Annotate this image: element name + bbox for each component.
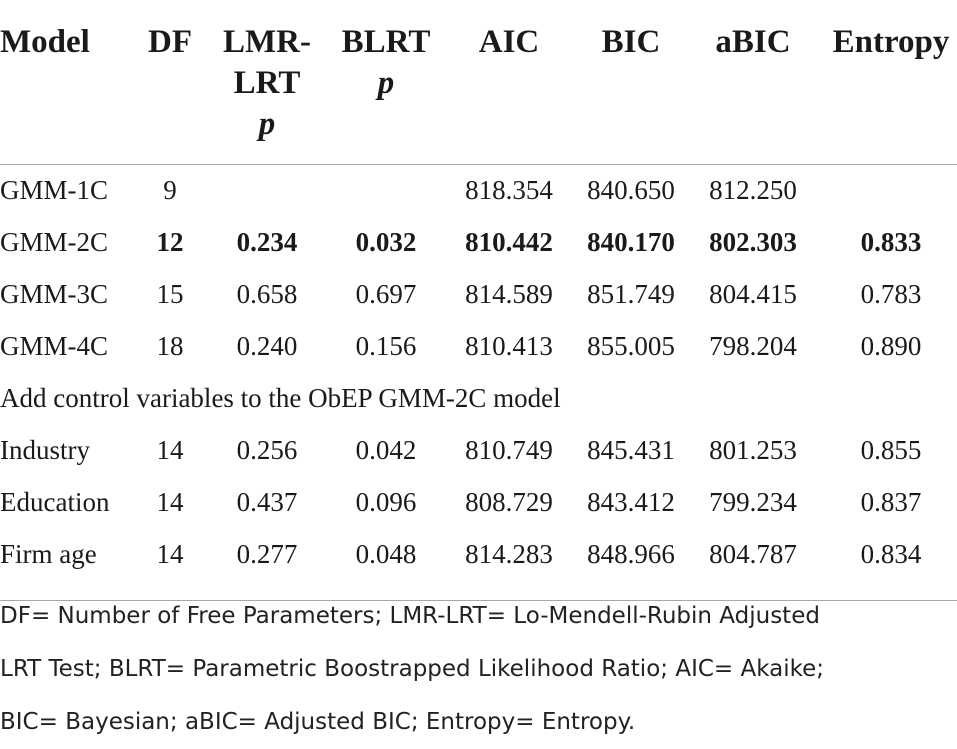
cell-abic: 804.787	[709, 539, 797, 569]
cell-entropy: 0.837	[860, 487, 922, 517]
cell-model: Education	[0, 487, 110, 517]
cell-lmr: 0.240	[236, 331, 298, 361]
cell-model: GMM-3C	[0, 279, 109, 309]
cell-lmr: 0.658	[236, 279, 298, 309]
header-abic: aBIC	[715, 24, 791, 60]
cell-bic: 843.412	[587, 487, 675, 517]
header-df: DF	[148, 24, 192, 60]
section-label: Add control variables to the ObEP GMM-2C model	[0, 383, 561, 413]
cell-bic: 851.749	[587, 279, 675, 309]
cell-lmr: 0.277	[236, 539, 298, 569]
table-row	[0, 528, 957, 580]
cell-aic: 810.442	[465, 227, 553, 257]
cell-blrt: 0.697	[355, 279, 417, 309]
cell-df: 9	[163, 175, 177, 205]
footnote-line: DF= Number of Free Parameters; LMR-LRT= Lo-Mendell-Rubin Adjusted	[0, 603, 820, 629]
cell-aic: 814.589	[465, 279, 553, 309]
cell-abic: 801.253	[709, 435, 797, 465]
cell-aic: 808.729	[465, 487, 553, 517]
cell-blrt: 0.042	[355, 435, 417, 465]
cell-blrt: 0.032	[355, 227, 417, 257]
table-row	[0, 268, 957, 320]
table-row	[0, 476, 957, 528]
cell-entropy: 0.783	[860, 279, 922, 309]
cell-aic: 810.413	[465, 331, 553, 361]
cell-df: 14	[156, 539, 184, 569]
header-aic: AIC	[478, 24, 540, 60]
header-entropy: Entropy	[832, 24, 950, 60]
cell-blrt: 0.156	[355, 331, 417, 361]
cell-abic: 802.303	[709, 227, 797, 257]
table-row	[0, 164, 957, 216]
cell-entropy: 0.834	[860, 539, 922, 569]
footnote-line: BIC= Bayesian; aBIC= Adjusted BIC; Entropy= Entropy.	[0, 709, 636, 735]
cell-df: 12	[156, 227, 184, 257]
cell-bic: 855.005	[587, 331, 675, 361]
cell-bic: 840.170	[587, 227, 675, 257]
cell-abic: 798.204	[709, 331, 797, 361]
cell-model: GMM-1C	[0, 175, 109, 205]
cell-bic: 845.431	[587, 435, 675, 465]
footnote-line: LRT Test; BLRT= Parametric Boostrapped Likelihood Ratio; AIC= Akaike;	[0, 656, 825, 682]
cell-blrt: 0.096	[355, 487, 417, 517]
header-bic: BIC	[601, 24, 661, 60]
cell-aic: 818.354	[465, 175, 553, 205]
header-lmr-lrt: LMR- LRT p	[223, 24, 311, 142]
cell-model: Firm age	[0, 539, 97, 569]
cell-model: GMM-4C	[0, 331, 109, 361]
cell-aic: 810.749	[465, 435, 553, 465]
cell-abic: 812.250	[709, 175, 797, 205]
cell-bic: 840.650	[587, 175, 675, 205]
cell-entropy: 0.833	[860, 227, 922, 257]
cell-aic: 814.283	[465, 539, 553, 569]
table-footnote	[0, 590, 957, 749]
cell-abic: 799.234	[709, 487, 797, 517]
cell-abic: 804.415	[709, 279, 797, 309]
cell-lmr: 0.437	[236, 487, 298, 517]
table-row-selected	[0, 216, 957, 268]
section-label-row	[0, 372, 957, 424]
cell-df: 18	[156, 331, 184, 361]
cell-entropy: 0.855	[860, 435, 922, 465]
cell-model: GMM-2C	[0, 227, 109, 257]
table-row	[0, 424, 957, 476]
header-blrt: BLRT p	[341, 24, 431, 101]
cell-df: 14	[156, 487, 184, 517]
table-row	[0, 320, 957, 372]
cell-bic: 848.966	[587, 539, 675, 569]
header-model: Model	[0, 24, 90, 60]
cell-blrt: 0.048	[355, 539, 417, 569]
cell-lmr: 0.256	[236, 435, 298, 465]
cell-entropy: 0.890	[860, 331, 922, 361]
cell-model: Industry	[0, 435, 90, 465]
cell-df: 14	[156, 435, 184, 465]
cell-lmr: 0.234	[236, 227, 298, 257]
cell-df: 15	[156, 279, 184, 309]
